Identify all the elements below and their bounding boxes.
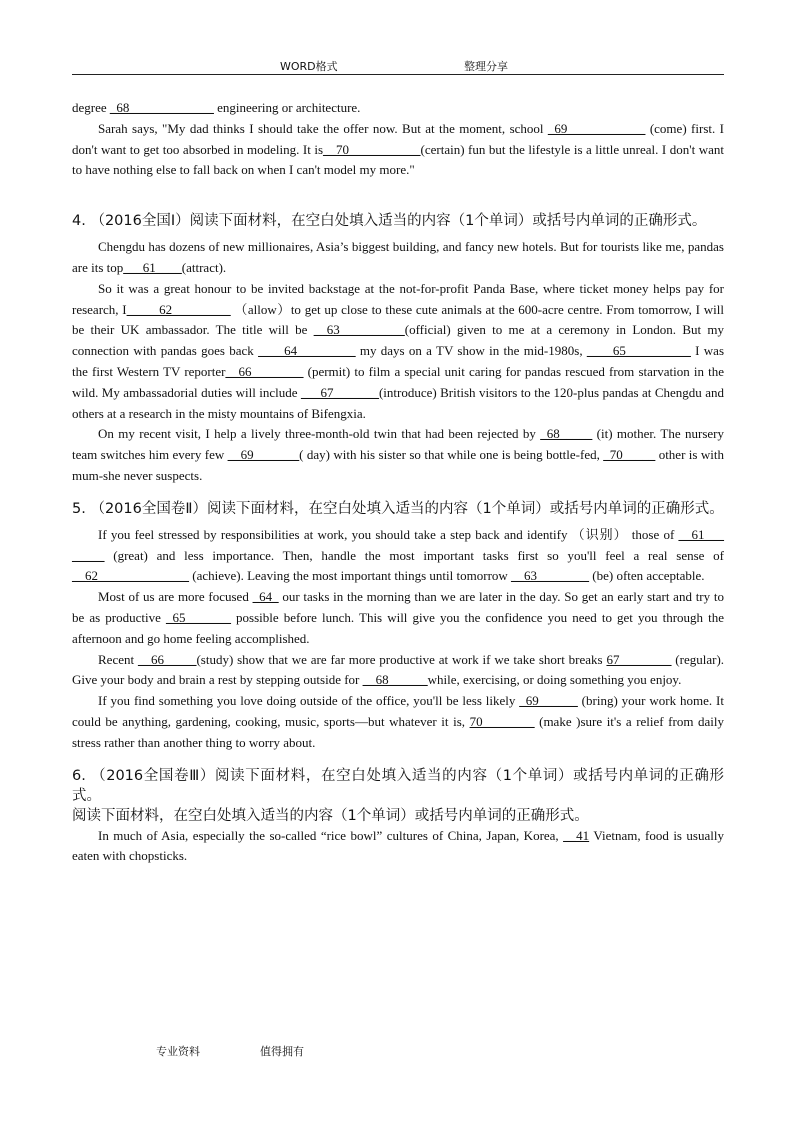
q5-paragraph-1: If you feel stressed by responsibilities at work, you should take a step back and identify （识别） those of __61___ _____ (great) and less importance. Then, handle the most important tasks first so you'll feel a real sense of __62______________ (achieve). Leaving the most important things until tomorrow __63________ (be) often acceptable. xyxy=(72,526,724,584)
paragraph-sarah: Sarah says, "My dad thinks I should take the offer now. But at the moment, school _69____________ (come) first. I don't want to get too absorbed in modeling. It is__70___________(certain) fun but the lifestyle is a little unreal. I don't want to have nothing else to fall back on when I can't model my more." xyxy=(72,120,724,178)
question-6-subtitle: 阅读下面材料，在空白处填入适当的内容（1个单词）或括号内单词的正确形式。 xyxy=(72,807,589,824)
blank-63: __63________ xyxy=(511,568,590,584)
document-body xyxy=(72,98,724,867)
blank-61: ___61____ xyxy=(123,259,182,275)
paragraph-degree: degree _68_____________ engineering or architecture. xyxy=(72,100,361,115)
blank-68: _68_____________ xyxy=(109,100,214,115)
q4-paragraph-2: So it was a great honour to be invited backstage at the not-for-profit Panda Base, where ticket money helps pay for research, I_____62_________ （allow）to get up close to these cute animals at the 600-acre centre. From tomorrow, I will be their UK ambassador. The title will be __63__________(official) given to me at a ceremony in London. But my connection with pandas goes back ____64_________ my days on a TV show in the mid-1980s, ____65__________ I was the first Western TV reporter__66________ (permit) to film a special unit caring for pandas rescued from starvation in the wild. My ambassadorial duties will include ___67_______(introduce) British visitors to the 120-plus pandas at Chengdu and others at a research in the misty mountains of Bifengxia. xyxy=(72,280,725,421)
blank-66: __66_____ xyxy=(137,651,197,667)
footer-right: 值得拥有 xyxy=(260,1045,304,1058)
header-left: WORD格式 xyxy=(280,60,338,73)
q6-paragraph-1: In much of Asia, especially the so-called “rice bowl” cultures of China, Japan, Korea, __41 Vietnam, food is usually eaten with chopsticks. xyxy=(72,827,724,864)
blank-41: __41 xyxy=(563,827,590,843)
q4-paragraph-3: On my recent visit, I help a lively three-month-old twin that had been rejected by _68_____ (it) mother. The nursery team switches him every few __69_______( day) with his sister so that while one is being bottle-fed, _70_____ other is with mum-she never suspects. xyxy=(72,426,725,483)
question-5-title: 5. （2016全国卷Ⅱ）阅读下面材料，在空白处填入适当的内容（1个单词）或括号内单词的正确形式。 xyxy=(72,500,724,517)
q5-paragraph-4: If you find something you love doing outside of the office, you'll be less likely _69______ (bring) your work home. It could be anything, gardening, cooking, music, sports—but whatever it is, 70________ (make )sure it's a relief from daily stress rather than another thing to worry about. xyxy=(72,693,724,750)
blank-67: 67________ xyxy=(606,651,672,667)
blank-65: ____65__________ xyxy=(586,343,691,359)
question-6-title: 6. （2016全国卷Ⅲ）阅读下面材料，在空白处填入适当的内容（1个单词）或括号内单词的正确形式。 xyxy=(72,767,724,804)
q4-paragraph-1: Chengdu has dozens of new millionaires, Asia’s biggest building, and fancy new hotels. But for tourists like me, pandas are its top___61____(attract). xyxy=(72,239,724,275)
blank-67: ___67_______ xyxy=(300,384,379,400)
blank-62: _____62_________ xyxy=(126,301,231,317)
question-4-title: 4. （2016全国Ⅰ）阅读下面材料，在空白处填入适当的内容（1个单词）或括号内单词的正确形式。 xyxy=(72,213,707,230)
blank-70: 70________ xyxy=(469,713,535,729)
blank-66: __66________ xyxy=(225,363,304,379)
blank-70: _70_____ xyxy=(603,447,656,463)
blank-69: _69____________ xyxy=(547,120,646,136)
blank-64: ____64_________ xyxy=(258,343,356,359)
q5-paragraph-2: Most of us are more focused _64_ our tasks in the morning than we are later in the day. So get an early start and try to be as productive _65_______ possible before lunch. This will give you the confidence you need to get you through the afternoon and go home feeling accomplished. xyxy=(72,589,724,646)
blank-69: __69_______ xyxy=(227,447,300,463)
blank-65: _65_______ xyxy=(165,609,231,625)
q5-paragraph-3: Recent __66_____(study) show that we are far more productive at work if we take short breaks 67________ (regular). Give your body and brain a rest by stepping outside for __68______while, exercising, or doing something you enjoy. xyxy=(72,651,725,688)
header-right: 整理分享 xyxy=(464,60,508,73)
blank-68: __68______ xyxy=(362,672,428,688)
blank-69: _69______ xyxy=(519,693,578,709)
blank-61: __61___ _____ xyxy=(72,526,724,563)
blank-62: __62______________ xyxy=(72,568,189,584)
page-header xyxy=(72,56,724,75)
blank-70: __70___________ xyxy=(323,141,421,157)
blank-63: __63__________ xyxy=(313,322,405,338)
page-footer xyxy=(156,1043,304,1059)
blank-64: _64_ xyxy=(252,589,279,605)
blank-68: _68_____ xyxy=(540,426,593,442)
footer-left: 专业资料 xyxy=(156,1045,200,1058)
